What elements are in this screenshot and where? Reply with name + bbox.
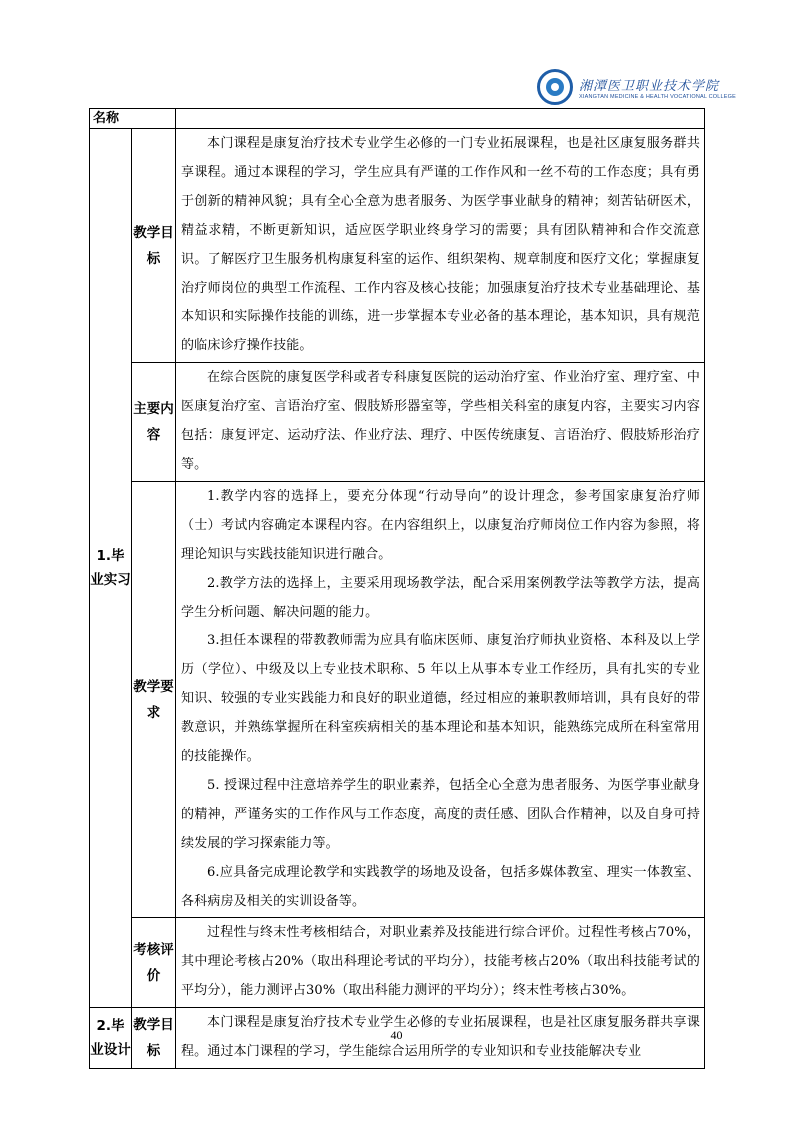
name-header: 名称 <box>90 109 176 129</box>
table-row <box>90 918 705 1008</box>
paragraph: 5. 授课过程中注意培养学生的职业素养，包括全心全意为患者服务、为医学事业献身的精神，严谨务实的工作作风与工作态度，高度的责任感、团队合作精神，以及自身可持续发展的学习探索能力等。 <box>181 777 700 851</box>
section-label-internship: 1.毕业实习 <box>90 129 132 1008</box>
assessment-content <box>176 918 705 1008</box>
course-table <box>89 108 705 1069</box>
paragraph: 本门课程是康复治疗技术专业学生必修的专业拓展课程，也是社区康复服务群共享课程。通过本门课程的学习，学生能综合运用所学的专业知识和专业技能解决专业 <box>181 1015 700 1060</box>
table-header-row <box>90 109 705 129</box>
logo-english-name: XIANGTAN MEDICINE & HEALTH VOCATIONAL COLLEGE <box>579 93 737 100</box>
name-value <box>176 109 705 129</box>
main-content-text <box>176 363 705 482</box>
paragraph: 3.担任本课程的带教教师需为应具有临床医师、康复治疗师执业资格、本科及以上学历（学位）、中级及以上专业技术职称、5 年以上从事本专业工作经历，具有扎实的专业知识、较强的专业实践能力和良好的职业道德，经过相应的兼职教师培训，具有良好的带教意识，并熟练掌握所在科室疾病相关的基本理论和基本知识，能熟练完成所在科室常用的技能操作。 <box>181 633 700 765</box>
table-row <box>90 363 705 482</box>
logo-text <box>579 75 736 100</box>
row-label-main-content: 主要内容 <box>132 363 176 482</box>
paragraph: 在综合医院的康复医学科或者专科康复医院的运动治疗室、作业治疗室、理疗室、中医康复治疗室、言语治疗室、假肢矫形器室等，学些相关科室的康复内容，主要实习内容包括：康复评定、运动疗法、作业疗法、理疗、中医传统康复、言语治疗、假肢矫形治疗等。 <box>181 370 700 472</box>
paragraph: 1.教学内容的选择上，要充分体现“行动导向”的设计理念，参考国家康复治疗师（士）考试内容确定本课程内容。在内容组织上，以康复治疗师岗位工作内容为参照，将理论知识与实践技能知识进行融合。 <box>181 488 700 562</box>
teaching-goal-content <box>176 129 705 363</box>
paragraph: 本门课程是康复治疗技术专业学生必修的一门专业拓展课程，也是社区康复服务群共享课程。通过本课程的学习，学生应具有严谨的工作作风和一丝不苟的工作态度；具有勇于创新的精神风貌；具有全心全意为患者服务、为医学事业献身的精神；刻苦钻研医术，精益求精，不断更新知识，适应医学职业终身学习的需要；具有团队精神和合作交流意识。了解医疗卫生服务机构康复科室的运作、组织架构、规章制度和医疗文化；掌握康复治疗师岗位的典型工作流程、工作内容及核心技能；加强康复治疗技术专业基础理论、基本知识和实际操作技能的训练，进一步掌握本专业必备的基本理论，基本知识，具有规范的临床诊疗操作技能。 <box>181 136 700 354</box>
table-row <box>90 129 705 363</box>
paragraph: 2.教学方法的选择上，主要采用现场教学法，配合采用案例教学法等教学方法，提高学生分析问题、解决问题的能力。 <box>181 575 700 620</box>
row-label-teaching-goal: 教学目标 <box>132 1008 176 1069</box>
row-label-assessment: 考核评价 <box>132 918 176 1008</box>
table-row <box>90 481 705 918</box>
section-label-graduation-design: 2.毕业设计 <box>90 1008 132 1069</box>
row-label-teaching-goal: 教学目标 <box>132 129 176 363</box>
paragraph: 6.应具备完成理论教学和实践教学的场地及设备，包括多媒体教室、理实一体教室、各科病房及相关的实训设备等。 <box>181 864 700 909</box>
paragraph: 过程性与终末性考核相结合，对职业素养及技能进行综合评价。过程性考核占70%，其中理论考核占20%（取出科理论考试的平均分），技能考核占20%（取出科技能考试的平均分），能力测评占30%（取出科能力测评的平均分）；终末性考核占30%。 <box>181 925 700 999</box>
teaching-requirements-content <box>176 481 705 918</box>
row-label-teaching-requirements: 教学要求 <box>132 481 176 918</box>
college-seal-icon <box>537 69 573 105</box>
logo-chinese-name: 湘潭医卫职业技术学院 <box>579 78 720 94</box>
page-number: 40 <box>390 1028 403 1042</box>
college-logo <box>537 66 737 108</box>
